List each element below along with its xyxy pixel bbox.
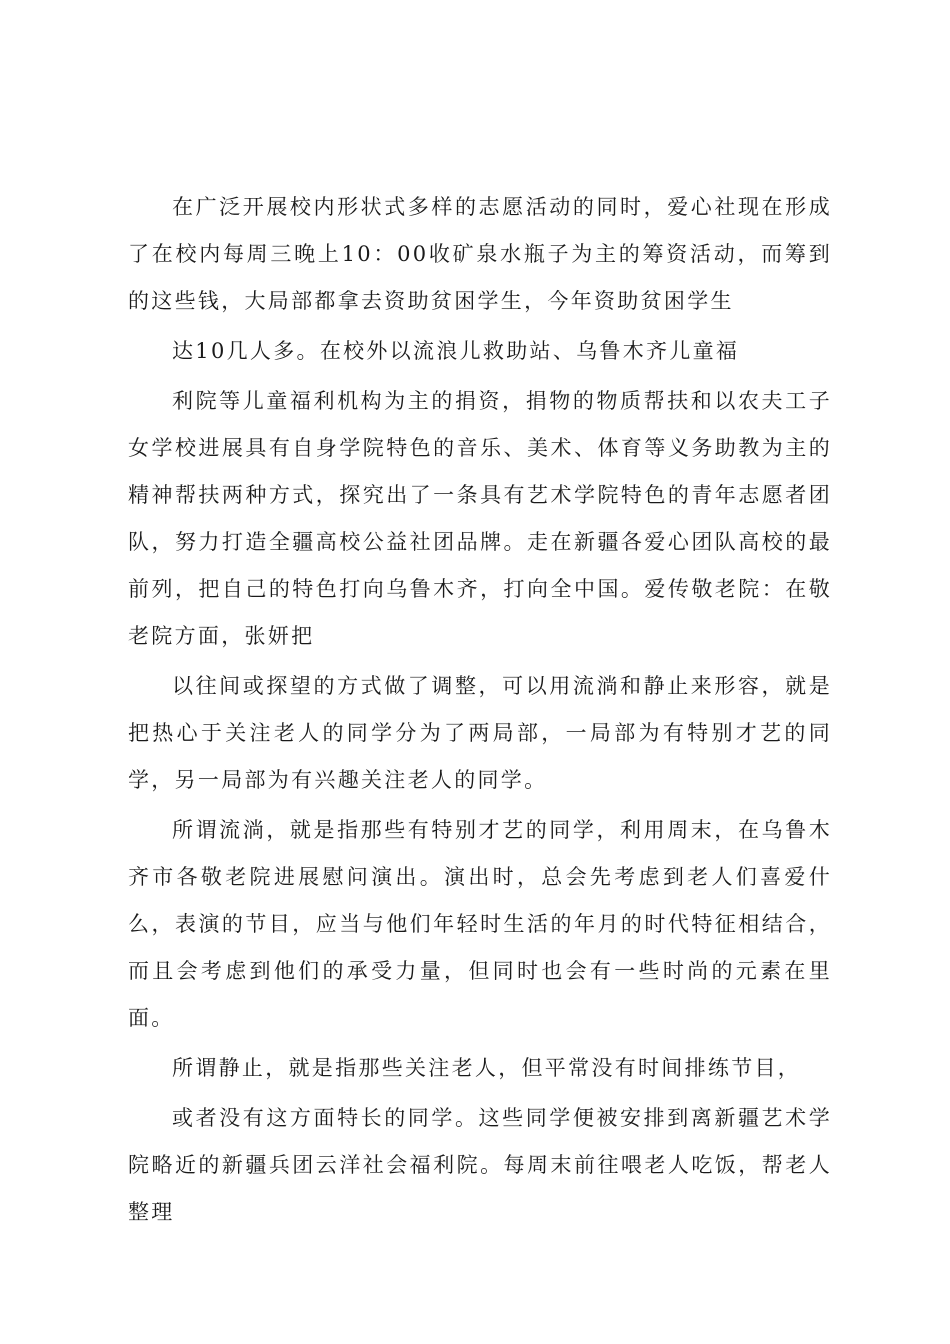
paragraph-welfare-support: 利院等儿童福利机构为主的捐资，捐物的物质帮扶和以农夫工子女学校进展具有自身学院特色的音乐、美术、体育等义务助教为主的精神帮扶两种方式，探究出了一条具有艺术学院特色的青年志愿者团队，努力打造全疆高校公益社团品牌。走在新疆各爱心团队高校的最前列，把自己的特色打向乌鲁木齐，打向全中国。爱传敬老院：在敬老院方面，张妍把 — [128, 389, 832, 648]
body-text — [128, 184, 832, 1236]
paragraph-fundraising: 在广泛开展校内形状式多样的志愿活动的同时，爱心社现在形成了在校内每周三晚上10：00收矿泉水瓶子为主的筹资活动，而筹到的这些钱，大局部都拿去资助贫困学生，今年资助贫困学生 — [128, 195, 832, 313]
paragraph-static-group: 所谓静止，就是指那些关注老人，但平常没有时间排练节目， — [172, 1056, 802, 1080]
paragraph-elderly-visits: 以往间或探望的方式做了调整，可以用流淌和静止来形容，就是把热心于关注老人的同学分为了两局部，一局部为有特别才艺的同学，另一局部为有兴趣关注老人的同学。 — [128, 674, 832, 792]
paragraph-flowing-group: 所谓流淌，就是指那些有特别才艺的同学，利用周末，在乌鲁木齐市各敬老院进展慰问演出。演出时，总会先考虑到老人们喜爱什么，表演的节目，应当与他们年轻时生活的年月的时代特征相结合，而且会考虑到他们的承受力量，但同时也会有一些时尚的元素在里面。 — [128, 818, 832, 1030]
paragraph-beneficiaries: 达10几人多。在校外以流浪儿救助站、乌鲁木齐儿童福 — [172, 339, 740, 363]
paragraph-welfare-home: 或者没有这方面特长的同学。这些同学便被安排到离新疆艺术学院略近的新疆兵团云洋社会福利院。每周末前往喂老人吃饭，帮老人整理 — [128, 1106, 832, 1224]
